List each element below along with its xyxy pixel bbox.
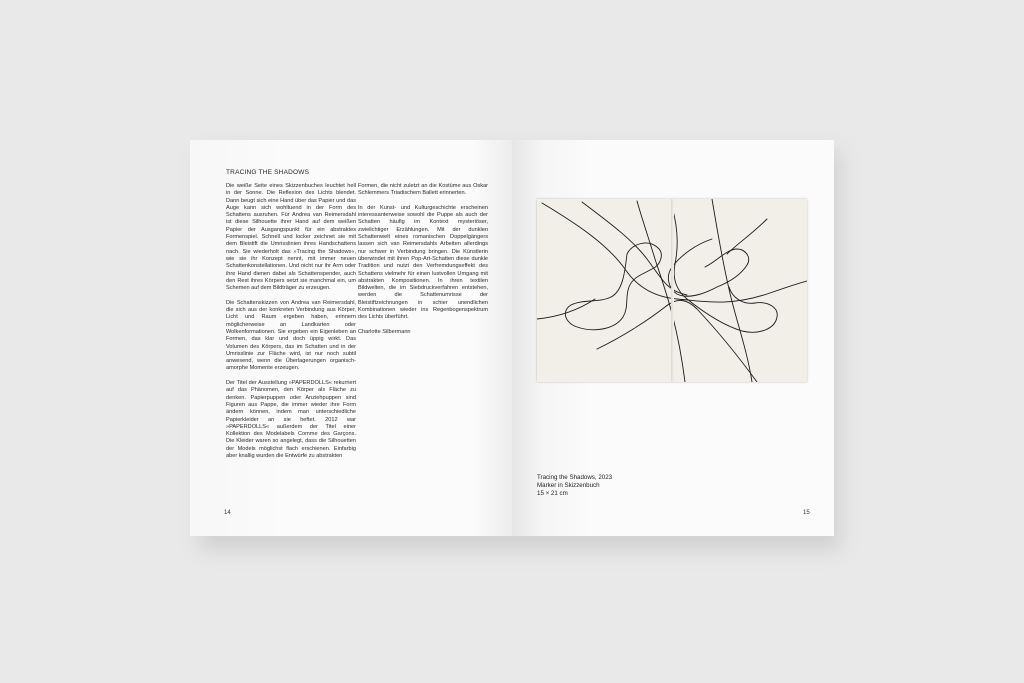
caption-medium: Marker in Skizzenbuch	[537, 482, 600, 490]
caption-title: Tracing the Shadows, 2023	[537, 474, 613, 481]
page-number-right: 15	[803, 510, 810, 516]
paragraph: Die Schattenskizzen von Andrea van Reimersdahl, die sich aus der konkreten Verbindung aus Körper, Licht und Raum ergeben haben, erinnern möglicherweise an Landkarten oder Wolkenformationen. Sie ergeben ein Eigenleben an Formen, das klar und doch üppig wirkt. Das Volumen des Körpers, das im Schatten und in der Umrisslinie zur Fläche wird, ist nur noch subtil anwesend, wenn die Überlagerungen organisch-amorphe Momente erzeugen.	[226, 299, 356, 372]
caption-dimensions: 15 × 21 cm	[537, 490, 568, 498]
article-heading: TRACING THE SHADOWS	[226, 169, 310, 176]
paragraph: Die weiße Seite eines Skizzenbuches leuchtet hell in der Sonne. Die Reflexion des Lichts blendet. Dann beugt sich eine Hand über das Papier und das Auge kann sich wohltuend in der Form des Schattens ausruhen. Für Andrea van Reimersdahl ist diese Silhouette ihrer Hand auf dem weißen Papier der Ausgangspunkt für ein abstraktes Formenspiel. Schnell und locker zeichnet sie mit dem Bleistift die Umrisslinien ihres Handschattens nach. Sie wiederholt das »Tracing the Shadows«, wie sie ihr Konzept nennt, mit immer neuen Schattenkonstellationen. Und nicht nur ihr Arm oder ihre Hand dienen dabei als Schattenspender, auch den Rest ihres Körpers setzt sie manchmal ein, um Schemen auf dem Bildträger zu erzeugen.	[226, 183, 356, 292]
text-column-2	[358, 183, 488, 344]
paragraph: Formen, die nicht zuletzt an die Kostüme aus Oskar Schlemmers Triadischem Ballett erinnerten.	[358, 183, 488, 197]
artwork-caption	[537, 474, 612, 499]
author-credit: Charlotte Silbermann	[358, 328, 411, 335]
text-column-1	[226, 183, 356, 468]
sketchbook-gutter	[671, 199, 674, 382]
page-number-left: 14	[224, 510, 231, 516]
paragraph: Der Titel der Ausstellung »PAPERDOLLS« rekurriert auf das Phänomen, den Körper als Fläche zu denken. Papierpuppen oder Anziehpuppen sind Figuren aus Pappe, die immer wieder ihre Form ändern können, indem man unterschiedliche Papierkleider an sie heftet. 2012 war »PAPERDOLLS« außerdem der Titel einer Kollektion des Modelabels Comme des Garçons. Die Kleider waren so angelegt, dass die Silhouetten der Models möglichst flach erschienen. Einfarbig aber knallig wurden die Entwürfe zu abstrakten	[226, 380, 356, 459]
paragraph: In der Kunst- und Kulturgeschichte erscheinen interessanterweise sowohl die Puppe als auch der Schatten häufig im Kontext mysteriöser, zwielichtiger Erzählungen. Mit der dunklen Schattenwelt eines romanischen Doppelgängers lassen sich van Reimersdahls Arbeiten allerdings nur schwer in Verbindung bringen. Die Künstlerin überwindet mit ihren Pop-Art-Schatten diese dunkle Tradition und nutzt den Verfremdungseffekt des Schattens vielmehr für einen lustvollen Umgang mit abstrakten Kompositionen. In ihren textilen Bildwelten, die im Siebdruckverfahren entstehen, werden die Schattenumrisse der Bleistiftzeichnungen in schier unendlichen Kombinationen wieder ins Regenbogenspektrum des Lichts überführt.	[358, 204, 488, 321]
